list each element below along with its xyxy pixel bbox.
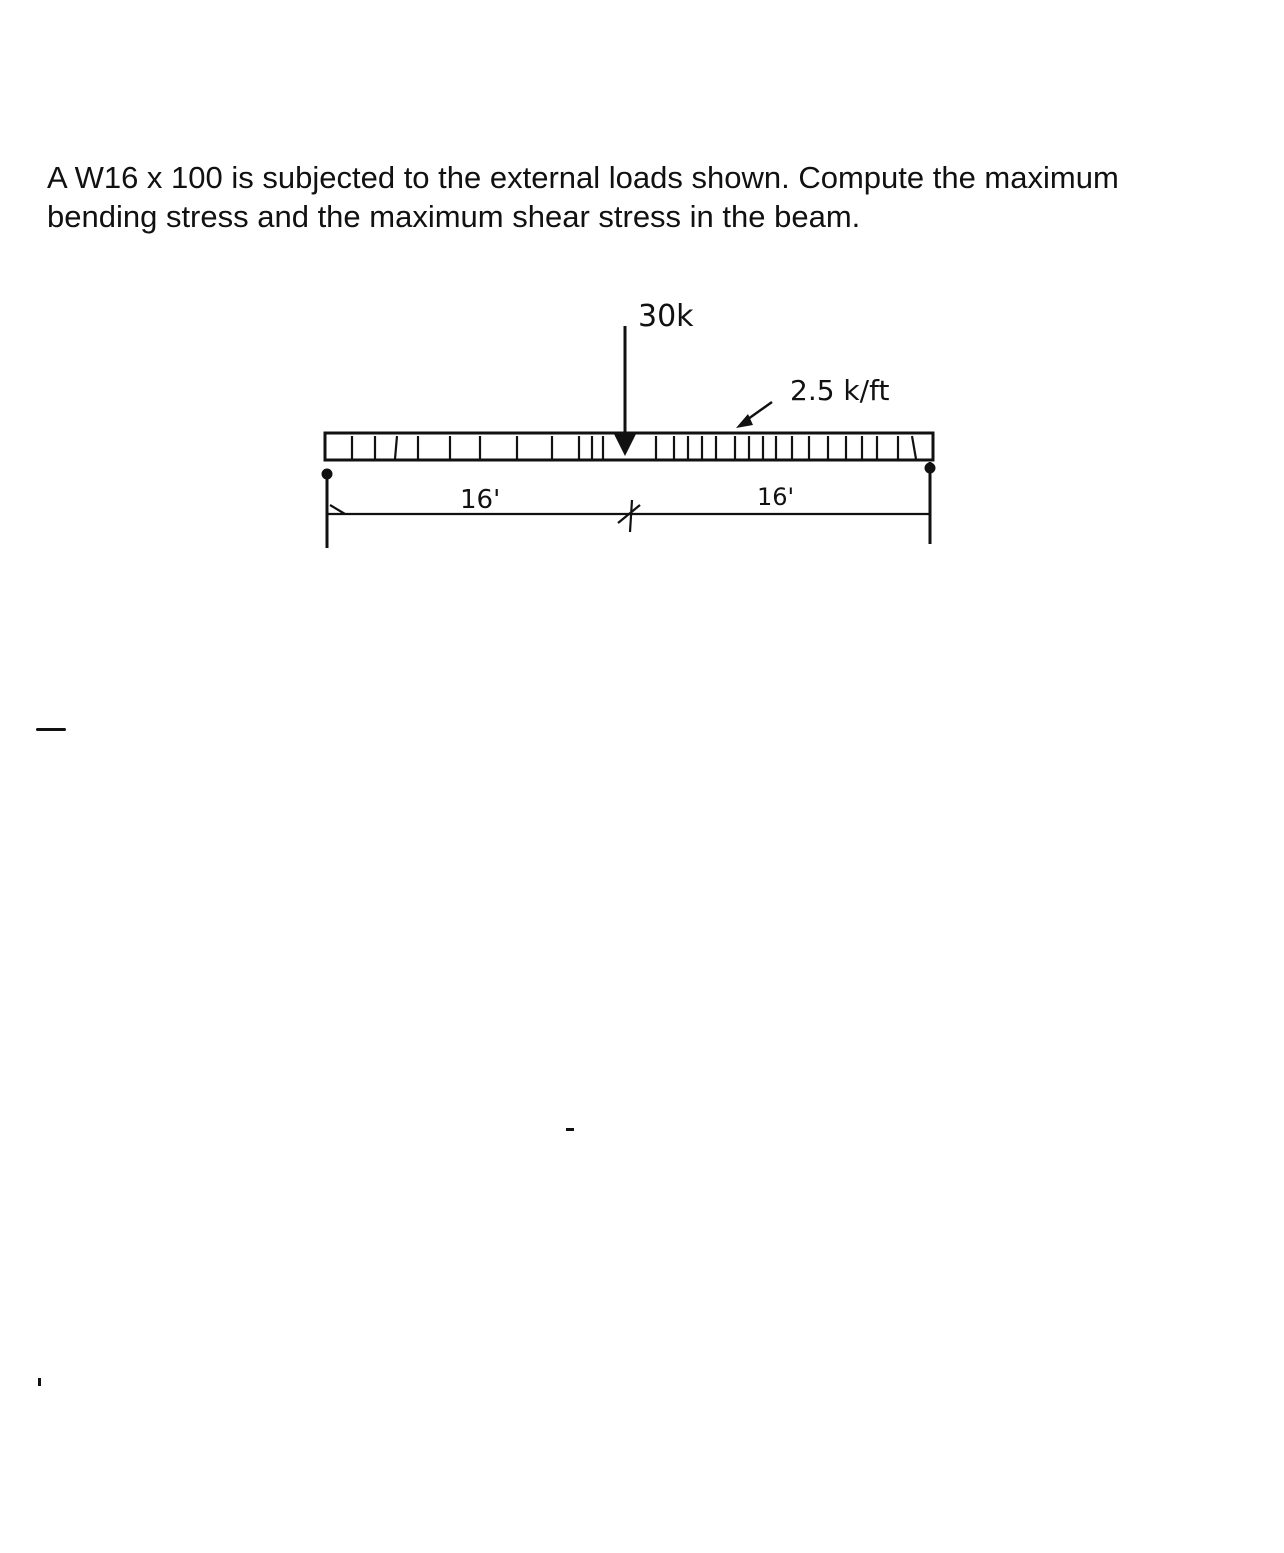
dimension-line (327, 490, 930, 532)
point-load-label: 30k (638, 299, 694, 334)
left-support-mark (323, 470, 331, 548)
span-left-label: 16' (460, 485, 501, 515)
scan-mark (38, 1378, 41, 1386)
distributed-load-leader-arrow (736, 402, 772, 428)
distributed-load-hatch (352, 436, 916, 459)
problem-line-2: bending stress and the maximum shear stress in the beam. (47, 199, 861, 234)
point-load-arrow (613, 326, 637, 456)
span-right-label: 16' (757, 483, 795, 511)
problem-line-1: A W16 x 100 is subjected to the external loads shown. Compute the maximum (47, 160, 1119, 195)
scan-mark (36, 728, 66, 731)
scan-mark (566, 1128, 574, 1131)
distributed-load-label: 2.5 k/ft (790, 374, 890, 407)
